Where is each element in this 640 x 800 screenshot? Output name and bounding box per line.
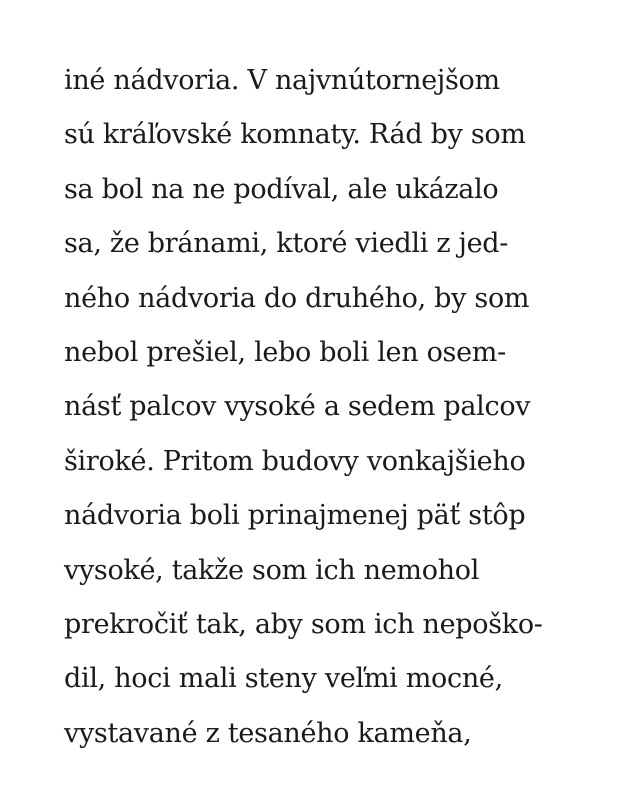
text-line-1: iné nádvoria. V najvnútornejšom <box>64 65 500 96</box>
text-line-8: široké. Pritom budovy vonkajšieho <box>64 445 526 477</box>
text-line-10: vysoké, takže som ich nemohol <box>64 554 480 586</box>
text-line-7: násť palcov vysoké a sedem palcov <box>64 391 531 423</box>
text-line-12: dil, hoci mali steny veľmi mocné, <box>64 663 503 695</box>
text-line-3: sa bol na ne podíval, ale ukázalo <box>64 173 499 205</box>
text-line-4: sa, že bránami, ktoré viedli z jed- <box>64 228 509 260</box>
text-line-9: nádvoria boli prinajmenej päť stôp <box>64 500 526 532</box>
body-text <box>64 54 604 761</box>
text-line-6: nebol prešiel, lebo boli len osem- <box>64 336 506 368</box>
text-line-11: prekročiť tak, aby som ich nepoško- <box>64 608 543 640</box>
text-line-2: sú kráľovské komnaty. Rád by som <box>64 119 526 151</box>
text-line-13: vystavané z tesaného kameňa, <box>64 717 472 749</box>
text-line-5: ného nádvoria do druhého, by som <box>64 282 530 314</box>
